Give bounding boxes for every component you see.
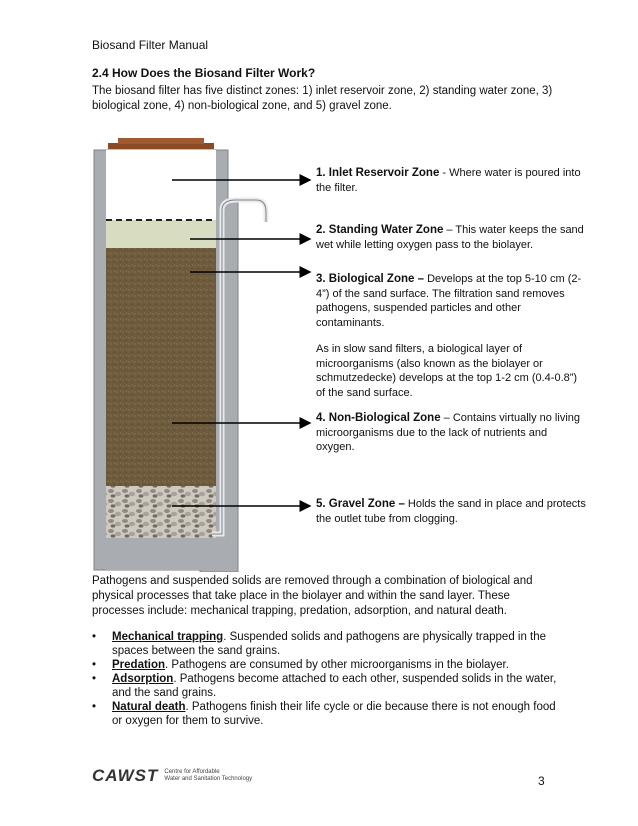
bullet-icon: • — [92, 701, 97, 713]
logo-tagline: Centre for Affordable Water and Sanitation Technology — [164, 769, 253, 782]
section-title: 2.4 How Does the Biosand Filter Work? — [92, 66, 316, 80]
zone-title: 3. Biological Zone – — [316, 273, 424, 285]
bullet-icon: • — [92, 631, 97, 643]
intro-paragraph: The biosand filter has five distinct zones: 1) inlet reservoir zone, 2) standing water zone, 3) biological zone, 4) non-biological zone, and 5) gravel zone. — [92, 85, 553, 112]
zone-1-description: 1. Inlet Reservoir Zone - Where water is poured into the filter. — [316, 167, 581, 194]
zone-2-description: 2. Standing Water Zone – This water keeps the sand wet while letting oxygen pass to the biolayer. — [316, 224, 584, 251]
zone-title: 4. Non-Biological Zone — [316, 412, 441, 424]
list-item: • Natural death. Pathogens finish their life cycle or die because there is not enough food or oxygen for them to survive. — [92, 701, 556, 727]
zone-title: 2. Standing Water Zone — [316, 224, 444, 236]
zone-title: 1. Inlet Reservoir Zone — [316, 167, 440, 179]
zone-title: 5. Gravel Zone – — [316, 498, 405, 510]
running-header: Biosand Filter Manual — [92, 38, 209, 52]
list-item: • Predation. Pathogens are consumed by other microorganisms in the biolayer. — [92, 659, 509, 671]
callout-arrows — [160, 160, 320, 530]
list-item: • Mechanical trapping. Suspended solids and pathogens are physically trapped in the spaces between the sand grains. — [92, 631, 547, 657]
zone-4-description: 4. Non-Biological Zone – Contains virtually no living microorganisms due to the lack of nutrients and oxygen. — [316, 412, 580, 453]
zone-5-description: 5. Gravel Zone – Holds the sand in place and protects the outlet tube from clogging. — [316, 498, 586, 525]
zone-3-extra: As in slow sand filters, a biological layer of microorganisms (also known as the biolayer or schmutzedecke) develops at the top 1-2 cm (0.4-0.8”) of the sand surface. — [316, 343, 578, 399]
list-item: • Adsorption. Pathogens become attached to each other, suspended solids in the water, and the sand grains. — [92, 673, 557, 699]
cawst-logo — [92, 766, 252, 786]
logo-wordmark: CAWST — [92, 766, 159, 785]
zone-3-description: 3. Biological Zone – Develops at the top 5-10 cm (2-4”) of the sand surface. The filtration sand removes pathogens, suspended particles and other contaminants. As in slow sand filters, a biological layer of microorganisms (also known as the biolayer or schmutzedecke) develops at the top 1-2 cm (0.4-0.8”) of the sand surface. — [316, 272, 586, 400]
bullet-icon: • — [92, 673, 97, 685]
processes-paragraph: Pathogens and suspended solids are removed through a combination of biological and physical processes that take place in the biolayer and within the sand layer. These processes include: mechanical trapping, predation, adsorption, and natural death. — [92, 575, 533, 617]
bullet-icon: • — [92, 659, 97, 671]
page-number: 3 — [538, 774, 545, 788]
process-list — [92, 630, 562, 728]
